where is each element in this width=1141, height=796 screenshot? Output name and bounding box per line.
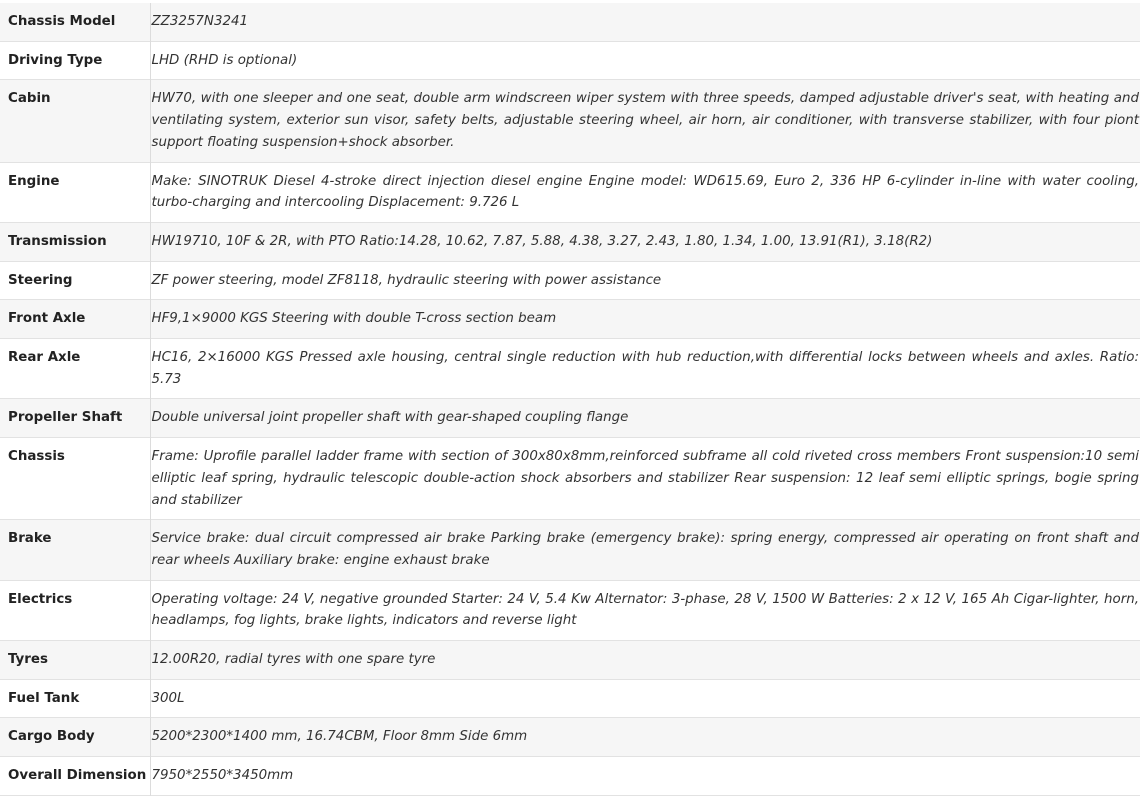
spec-table-container <box>0 3 1140 796</box>
spec-value: 5200*2300*1400 mm, 16.74CBM, Floor 8mm Side 6mm <box>150 718 1140 757</box>
spec-label: Cabin <box>0 80 150 162</box>
table-row <box>0 162 1140 222</box>
spec-label: Cargo Body <box>0 718 150 757</box>
table-row <box>0 399 1140 438</box>
spec-value: Service brake: dual circuit compressed air brake Parking brake (emergency brake): spring energy, compressed air operating on front shaft and rear wheels Auxiliary brake: engine exhaust brake <box>150 520 1140 580</box>
spec-value: ZF power steering, model ZF8118, hydraulic steering with power assistance <box>150 261 1140 300</box>
spec-label: Chassis <box>0 438 150 520</box>
table-row <box>0 757 1140 796</box>
table-row <box>0 41 1140 80</box>
spec-label: Chassis Model <box>0 3 150 41</box>
spec-label: Tyres <box>0 641 150 680</box>
spec-value: Double universal joint propeller shaft with gear-shaped coupling flange <box>150 399 1140 438</box>
table-row <box>0 339 1140 399</box>
table-row <box>0 3 1140 41</box>
spec-label: Brake <box>0 520 150 580</box>
table-row <box>0 718 1140 757</box>
spec-table <box>0 3 1140 796</box>
spec-value: HW19710, 10F & 2R, with PTO Ratio:14.28, 10.62, 7.87, 5.88, 4.38, 3.27, 2.43, 1.80, 1.34, 1.00, 13.91(R1), 3.18(R2) <box>150 222 1140 261</box>
spec-label: Propeller Shaft <box>0 399 150 438</box>
spec-label: Steering <box>0 261 150 300</box>
spec-value: 7950*2550*3450mm <box>150 757 1140 796</box>
table-row <box>0 679 1140 718</box>
spec-value: HW70, with one sleeper and one seat, double arm windscreen wiper system with three speeds, damped adjustable driver's seat, with heating and ventilating system, exterior sun visor, safety belts, adjustable steering wheel, air horn, air conditioner, with transverse stabilizer, with four piont support floating suspension+shock absorber. <box>150 80 1140 162</box>
spec-value: Frame: Uprofile parallel ladder frame with section of 300x80x8mm,reinforced subframe all cold riveted cross members Front suspension:10 semi elliptic leaf spring, hydraulic telescopic double-action shock absorbers and stabilizer Rear suspension: 12 leaf semi elliptic springs, bogie spring and stabilizer <box>150 438 1140 520</box>
spec-value: ZZ3257N3241 <box>150 3 1140 41</box>
spec-value: 300L <box>150 679 1140 718</box>
spec-label: Rear Axle <box>0 339 150 399</box>
table-row <box>0 641 1140 680</box>
table-row <box>0 520 1140 580</box>
spec-label: Engine <box>0 162 150 222</box>
spec-value: Make: SINOTRUK Diesel 4-stroke direct injection diesel engine Engine model: WD615.69, Euro 2, 336 HP 6-cylinder in-line with water cooling, turbo-charging and intercooling Displacement: 9.726 L <box>150 162 1140 222</box>
table-row <box>0 261 1140 300</box>
spec-label: Overall Dimension <box>0 757 150 796</box>
spec-value: 12.00R20, radial tyres with one spare tyre <box>150 641 1140 680</box>
spec-label: Fuel Tank <box>0 679 150 718</box>
spec-label: Transmission <box>0 222 150 261</box>
table-row <box>0 580 1140 640</box>
table-row <box>0 80 1140 162</box>
spec-value: HF9,1×9000 KGS Steering with double T-cross section beam <box>150 300 1140 339</box>
spec-label: Driving Type <box>0 41 150 80</box>
spec-label: Electrics <box>0 580 150 640</box>
spec-value: LHD (RHD is optional) <box>150 41 1140 80</box>
spec-value: Operating voltage: 24 V, negative grounded Starter: 24 V, 5.4 Kw Alternator: 3-phase, 28 V, 1500 W Batteries: 2 x 12 V, 165 Ah Cigar-lighter, horn, headlamps, fog lights, brake lights, indicators and reverse light <box>150 580 1140 640</box>
table-row <box>0 300 1140 339</box>
spec-value: HC16, 2×16000 KGS Pressed axle housing, central single reduction with hub reduction,with differential locks between wheels and axles. Ratio: 5.73 <box>150 339 1140 399</box>
table-row <box>0 222 1140 261</box>
table-row <box>0 438 1140 520</box>
spec-label: Front Axle <box>0 300 150 339</box>
